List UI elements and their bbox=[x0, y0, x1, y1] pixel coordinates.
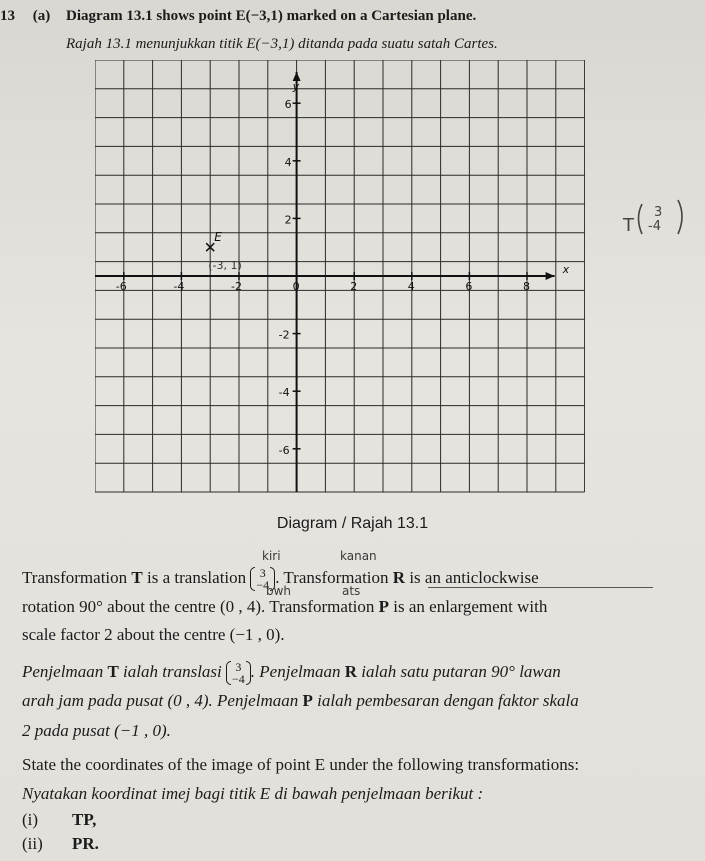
y-tick-label: 4 bbox=[284, 155, 292, 169]
handwritten-underline bbox=[428, 587, 653, 588]
x-axis-label: x bbox=[562, 263, 570, 276]
text-fragment: arah jam pada pusat (0 , 4). Penjelmaan bbox=[22, 691, 303, 710]
y-tick-label: -2 bbox=[278, 328, 290, 342]
instruction-ms: Nyatakan koordinat imej bagi titik E di bawah penjelmaan berikut : bbox=[22, 784, 484, 803]
vector-top: 3 bbox=[259, 566, 266, 580]
item-value: TP, bbox=[72, 810, 97, 829]
x-axis-arrow bbox=[546, 272, 555, 280]
item-label: (i) bbox=[22, 810, 39, 829]
text-fragment: Penjelmaan bbox=[22, 661, 108, 681]
text-fragment: rotation 90° about the centre (0 , 4). Transformation bbox=[22, 597, 379, 616]
x-tick-label: 2 bbox=[350, 280, 358, 293]
handwritten-kanan: kanan bbox=[340, 549, 377, 563]
text-fragment: ialah pembesaran dengan faktor skala bbox=[312, 691, 579, 710]
x-tick-label: -6 bbox=[115, 280, 127, 293]
axes bbox=[95, 72, 555, 492]
side-note-left-bracket bbox=[639, 204, 643, 234]
handwritten-point-coordinates: (-3, 1) bbox=[208, 259, 242, 273]
text-fragment: is an enlargement with bbox=[389, 597, 548, 616]
y-axis-label: y bbox=[292, 80, 300, 93]
transformation-p-label: P bbox=[378, 597, 390, 616]
diagram-caption: Diagram / Rajah 13.1 bbox=[276, 515, 429, 532]
text-fragment: ialah satu putaran 90° lawan bbox=[357, 661, 561, 681]
paragraph-ms-line3: 2 pada pusat (−1 , 0). bbox=[22, 721, 171, 740]
text-fragment: . Penjelmaan bbox=[250, 661, 345, 681]
vector-top: 3 bbox=[235, 660, 242, 674]
paragraph-ms-line2 bbox=[22, 692, 692, 709]
paragraph-ms-line1 bbox=[22, 661, 692, 685]
transformation-r-label-ms: R bbox=[344, 661, 358, 681]
translation-vector-ms bbox=[226, 661, 251, 685]
question-intro-en: Diagram 13.1 shows point E(−3,1) marked on a Cartesian plane. bbox=[66, 8, 477, 24]
cartesian-plane-svg bbox=[95, 60, 585, 493]
text-fragment: is an anticlockwise bbox=[405, 567, 539, 587]
vector-bottom: −4 bbox=[232, 672, 245, 686]
text-fragment: ialah translasi bbox=[118, 661, 227, 681]
handwritten-side-note bbox=[620, 188, 700, 248]
item-value: PR. bbox=[72, 834, 99, 853]
transformation-p-label-ms: P bbox=[302, 691, 313, 710]
text-fragment: is a translation bbox=[142, 567, 251, 587]
question-intro-ms: Rajah 13.1 menunjukkan titik E(−3,1) ditanda pada suatu satah Cartes. bbox=[66, 36, 498, 52]
side-note-prefix: T bbox=[623, 215, 634, 236]
x-tick-label: -2 bbox=[231, 280, 242, 293]
x-tick-label: -4 bbox=[173, 280, 185, 293]
side-note-vector-top: 3 bbox=[654, 205, 663, 220]
transformation-t-label: T bbox=[131, 567, 143, 587]
side-note-svg bbox=[620, 188, 700, 248]
question-number: 13 bbox=[0, 8, 15, 24]
item-label: (ii) bbox=[22, 834, 43, 853]
x-tick-label: 4 bbox=[407, 280, 415, 293]
y-tick-label: 2 bbox=[284, 213, 292, 227]
side-note-vector-bottom: -4 bbox=[648, 219, 661, 234]
item-i bbox=[22, 811, 692, 828]
instruction-en: State the coordinates of the image of point E under the following transformations: bbox=[22, 755, 580, 774]
text-fragment: . Transformation bbox=[275, 567, 393, 587]
x-tick-label: 8 bbox=[523, 280, 530, 293]
y-tick-label: -6 bbox=[278, 443, 290, 457]
vector-bottom: −4 bbox=[256, 578, 270, 592]
handwritten-atas: ats bbox=[342, 584, 361, 598]
handwritten-bawah: bwh bbox=[266, 584, 292, 598]
handwritten-kiri: kiri bbox=[262, 549, 281, 563]
point-e-label: E bbox=[214, 230, 222, 245]
paragraph-en-line2 bbox=[22, 598, 692, 615]
question-header bbox=[0, 8, 476, 25]
transformation-r-label: R bbox=[392, 567, 406, 587]
tick-labels bbox=[116, 80, 570, 457]
transformation-t-label-ms: T bbox=[107, 661, 119, 681]
question-part: (a) bbox=[32, 8, 51, 24]
side-note-right-bracket bbox=[678, 200, 682, 234]
y-tick-label: 6 bbox=[284, 98, 292, 112]
point-e bbox=[206, 230, 242, 272]
x-tick-label: 6 bbox=[465, 280, 473, 293]
x-tick-label: 0 bbox=[292, 280, 300, 293]
y-tick-label: -4 bbox=[278, 386, 290, 400]
item-ii bbox=[22, 835, 692, 852]
text-fragment: Transformation bbox=[22, 567, 132, 587]
paragraph-en-line3: scale factor 2 about the centre (−1 , 0). bbox=[22, 625, 285, 644]
cartesian-diagram bbox=[95, 60, 585, 493]
